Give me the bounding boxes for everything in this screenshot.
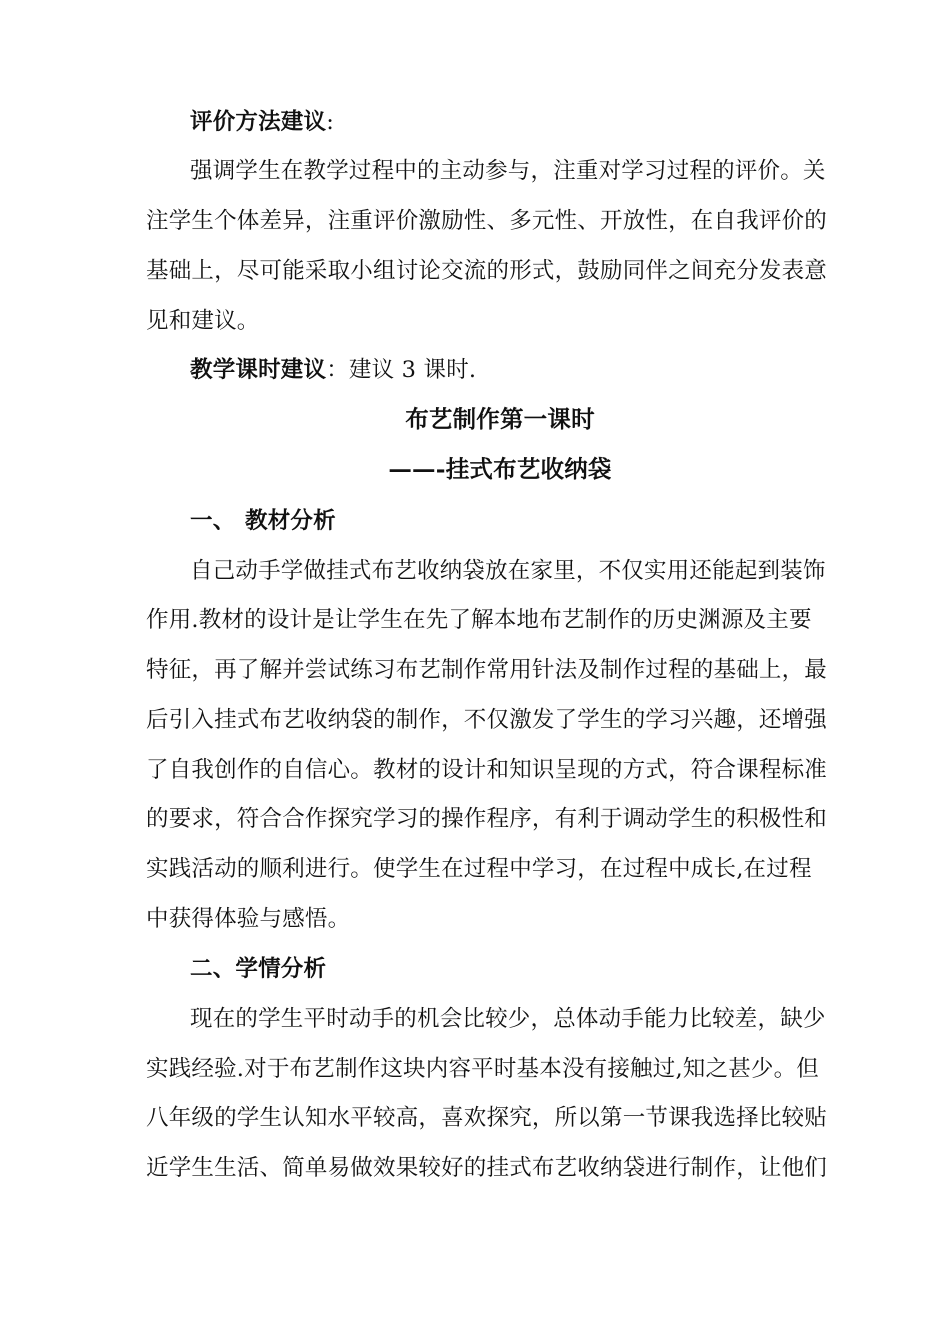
- evaluation-line-4: 见和建议。: [146, 308, 260, 334]
- hours-value: ：建议 3 课时.: [326, 357, 477, 383]
- section1-line-7: 实践活动的顺利进行。使学生在过程中学习，在过程中成长,在过程: [146, 856, 812, 882]
- section1-line-4: 后引入挂式布艺收纳袋的制作，不仅激发了学生的学习兴趣，还增强: [146, 707, 828, 733]
- section1-line-8: 中获得体验与感悟。: [146, 906, 351, 932]
- section2-heading: 二、学情分析: [190, 956, 327, 982]
- section1-line-3: 特征，再了解并尝试练习布艺制作常用针法及制作过程的基础上，最: [146, 657, 828, 683]
- section1-line-6: 的要求，符合合作探究学习的操作程序，有利于调动学生的积极性和: [146, 806, 828, 832]
- evaluation-heading-line: [190, 107, 826, 137]
- section2-line-1: 现在的学生平时动手的机会比较少，总体动手能力比较差，缺少: [190, 1006, 826, 1032]
- evaluation-line-1: 强调学生在教学过程中的主动参与，注重对学习过程的评价。关: [190, 158, 826, 184]
- evaluation-heading: 评价方法建议: [190, 109, 327, 135]
- section1-line-1: 自己动手学做挂式布艺收纳袋放在家里，不仅实用还能起到装饰: [190, 558, 826, 584]
- section1-number: 一、: [190, 508, 236, 534]
- evaluation-line-3: 基础上，尽可能采取小组讨论交流的形式，鼓励同伴之间充分发表意: [146, 258, 828, 284]
- evaluation-line-2: 注学生个体差异，注重评价激励性、多元性、开放性，在自我评价的: [146, 208, 828, 234]
- lesson-subtitle: ——-挂式布艺收纳袋: [388, 455, 612, 483]
- section1-title: 教材分析: [245, 508, 336, 534]
- evaluation-colon: :: [326, 109, 334, 135]
- hours-label: 教学课时建议: [190, 357, 327, 383]
- hours-line: [190, 355, 826, 385]
- lesson-title: 布艺制作第一课时: [405, 405, 595, 433]
- section1-line-2: 作用.教材的设计是让学生在先了解本地布艺制作的历史渊源及主要: [146, 607, 812, 633]
- section2-line-2: 实践经验.对于布艺制作这块内容平时基本没有接触过,知之甚少。但: [146, 1056, 820, 1082]
- section2-line-3: 八年级的学生认知水平较高，喜欢探究，所以第一节课我选择比较贴: [146, 1105, 828, 1131]
- section1-line-5: 了自我创作的自信心。教材的设计和知识呈现的方式，符合课程标准: [146, 757, 828, 783]
- section2-line-4: 近学生生活、简单易做效果较好的挂式布艺收纳袋进行制作，让他们: [146, 1155, 828, 1181]
- section1-heading: [190, 506, 826, 536]
